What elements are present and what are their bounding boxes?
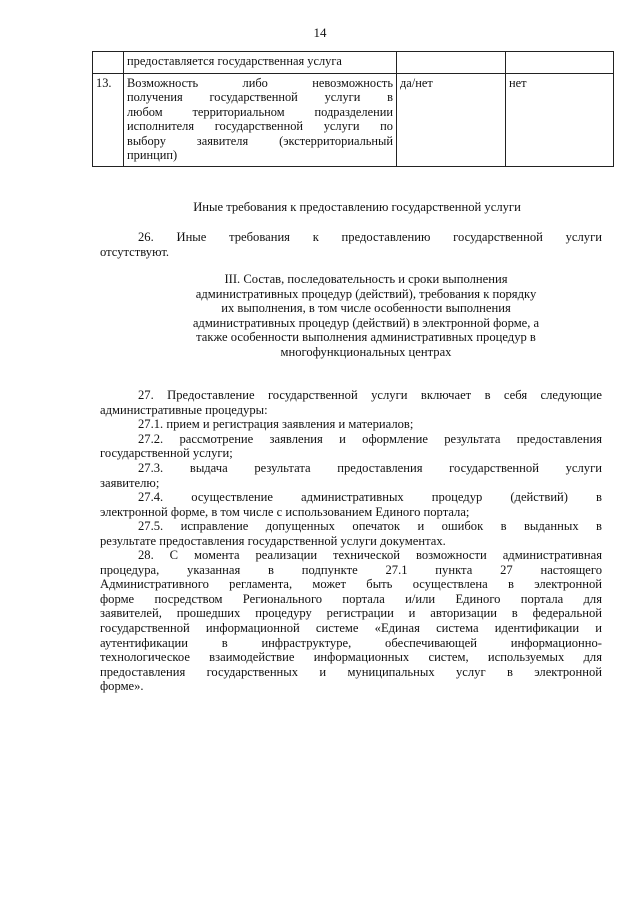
paragraph-line: 26. Иные требования к предоставлению государственной услуги xyxy=(138,230,602,244)
section-title-line: административных процедур (действий), требования к порядку xyxy=(195,286,537,301)
list-item-continuation: заявителю; xyxy=(100,475,160,490)
paragraph-27 xyxy=(100,388,602,549)
paragraph-26 xyxy=(100,230,602,259)
row-description-line: любом территориальном подразделении xyxy=(127,104,393,119)
list-item: 27.5. исправление допущенных опечаток и ошибок в выданных в xyxy=(138,519,602,534)
table-cell-empty xyxy=(506,52,614,74)
table-cell-continuation: предоставляется государственная услуга xyxy=(124,52,397,74)
row-description-line: получения государственной услуги в xyxy=(127,90,393,105)
table-row-continuation xyxy=(93,52,614,74)
row-description-line: исполнителя государственной услуги по xyxy=(127,119,393,134)
list-item-continuation: результате предоставления государственной услуги документах. xyxy=(100,533,446,548)
table-row xyxy=(93,74,614,167)
paragraph-line: процедура, указанная в подпункте 27.1 пункта 27 настоящего xyxy=(100,562,602,577)
section-title-line: многофункциональных центрах xyxy=(280,344,452,359)
paragraph-28 xyxy=(100,548,602,694)
section-title xyxy=(146,272,586,360)
paragraph-line: административные процедуры: xyxy=(100,402,268,417)
paragraph-line: отсутствуют. xyxy=(100,244,170,259)
row-description xyxy=(124,74,397,167)
list-item: 27.3. выдача результата предоставления государственной услуги xyxy=(138,460,602,475)
paragraph-line: 28. С момента реализации технической возможности административная xyxy=(138,548,602,562)
row-description-line: выбору заявителя (экстерриториальный xyxy=(127,133,393,148)
paragraph-line: Административного регламента, может быть осуществлена в электронной xyxy=(100,577,602,592)
list-item: 27.4. осуществление административных процедур (действий) в xyxy=(138,490,602,505)
paragraph-line: 27. Предоставление государственной услуги включает в себя следующие xyxy=(138,388,602,402)
subheading: Иные требования к предоставлению государственной услуги xyxy=(193,200,521,214)
paragraph-line: заявителей, прошедших процедуру регистрации и авторизации в федеральной xyxy=(100,606,602,621)
paragraph-line: форме посредством Регионального портала и/или Единого портала для xyxy=(100,591,602,606)
paragraph-line: государственной информационной системе «Единая система идентификации и xyxy=(100,620,602,635)
list-item-continuation: электронной форме, в том числе с использованием Единого портала; xyxy=(100,504,470,519)
paragraph-line: форме». xyxy=(100,679,144,694)
row-description-line: принцип) xyxy=(127,148,178,163)
row-value-b: нет xyxy=(506,74,614,167)
list-item: 27.2. рассмотрение заявления и оформление результата предоставления xyxy=(138,431,602,446)
list-item: 27.1. прием и регистрация заявления и материалов; xyxy=(138,417,414,432)
page-number: 14 xyxy=(313,25,327,40)
row-description-line: Возможность либо невозможность xyxy=(127,76,393,90)
paragraph-line: технологическое взаимодействие информационных систем, используемых для xyxy=(100,650,602,665)
requirements-table xyxy=(92,51,614,167)
section-title-line: административных процедур (действий) в электронной форме, а xyxy=(192,315,540,330)
list-item-continuation: государственной услуги; xyxy=(100,446,233,461)
row-number: 13. xyxy=(93,74,124,167)
section-title-line: III. Состав, последовательность и сроки выполнения xyxy=(224,272,508,286)
section-title-line: их выполнения, в том числе особенности выполнения xyxy=(221,301,511,316)
row-value-a: да/нет xyxy=(397,74,506,167)
paragraph-line: аутентификации в инфраструктуре, обеспечивающей информационно- xyxy=(100,635,602,650)
paragraph-line: предоставления государственных и муниципальных услуг в электронной xyxy=(100,664,602,679)
table-cell-empty xyxy=(93,52,124,74)
table-cell-empty xyxy=(397,52,506,74)
section-title-line: также особенности выполнения административных процедур в xyxy=(196,330,536,345)
